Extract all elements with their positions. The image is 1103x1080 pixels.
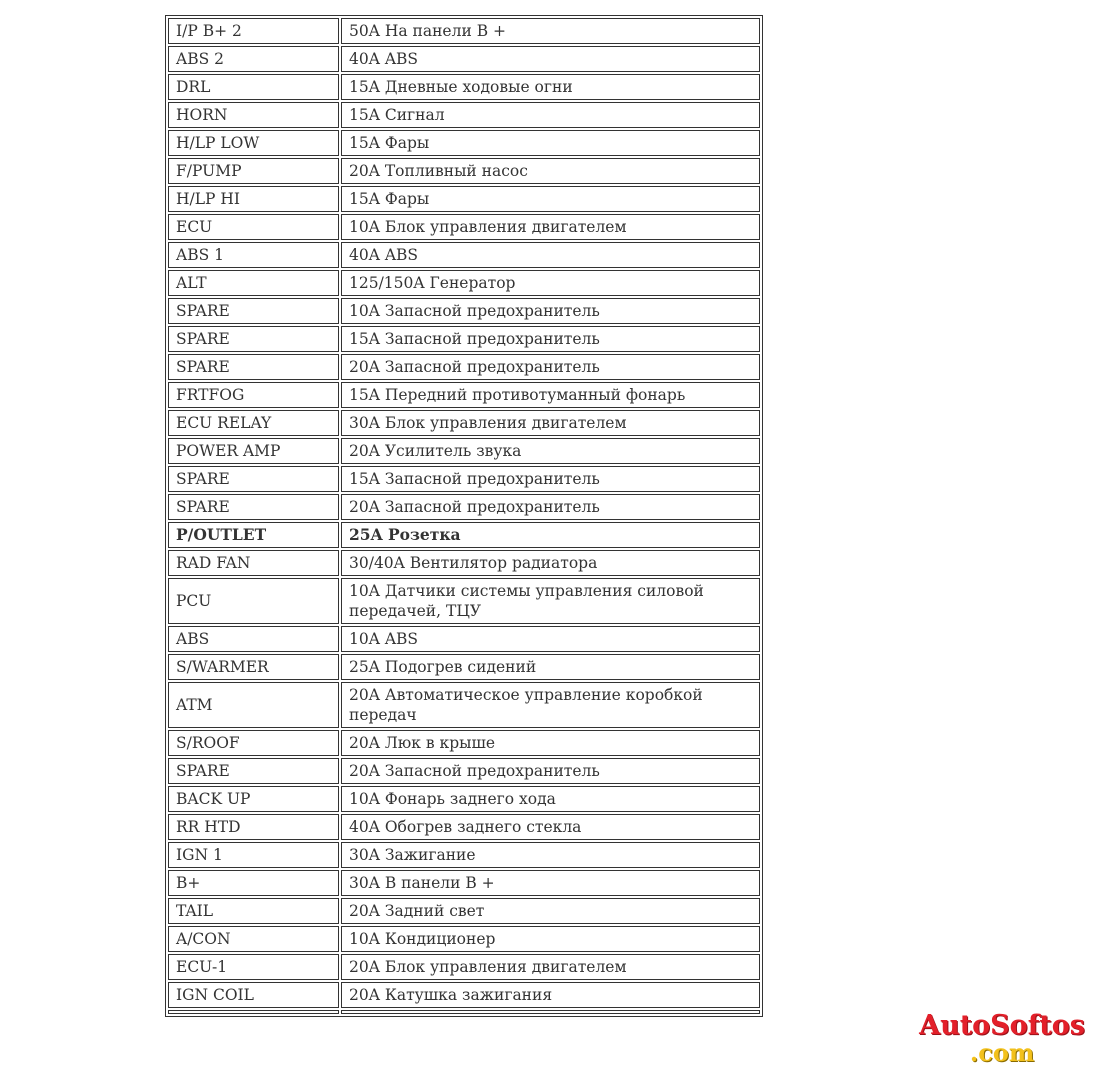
fuse-name-cell: POWER AMP <box>168 438 339 464</box>
table-row <box>168 298 760 324</box>
table-row <box>168 786 760 812</box>
fuse-description-cell <box>341 1010 760 1014</box>
fuse-description-cell: 40A ABS <box>341 242 760 268</box>
table-row <box>168 578 760 624</box>
fuse-name-cell: HORN <box>168 102 339 128</box>
fuse-description-cell: 40A Обогрев заднего стекла <box>341 814 760 840</box>
fuse-name-cell: DRL <box>168 74 339 100</box>
fuse-description-cell: 20A Топливный насос <box>341 158 760 184</box>
fuse-name-cell: IGN 1 <box>168 842 339 868</box>
fuse-name-cell: I/P B+ 2 <box>168 18 339 44</box>
fuse-description-cell: 20A Задний свет <box>341 898 760 924</box>
table-row <box>168 270 760 296</box>
table-row <box>168 758 760 784</box>
fuse-name-cell: FRTFOG <box>168 382 339 408</box>
fuse-description-cell: 125/150A Генератор <box>341 270 760 296</box>
fuse-description-cell: 15A Дневные ходовые огни <box>341 74 760 100</box>
fuse-description-cell: 20A Катушка зажигания <box>341 982 760 1008</box>
fuse-description-cell: 20A Запасной предохранитель <box>341 494 760 520</box>
table-row <box>168 242 760 268</box>
fuse-description-cell: 15A Запасной предохранитель <box>341 466 760 492</box>
fuse-name-cell: S/WARMER <box>168 654 339 680</box>
table-row <box>168 158 760 184</box>
table-row <box>168 926 760 952</box>
fuse-name-cell: ALT <box>168 270 339 296</box>
table-row <box>168 18 760 44</box>
table-row <box>168 954 760 980</box>
fuse-description-cell: 10A Датчики системы управления силовой передачей, ТЦУ <box>341 578 760 624</box>
fuse-description-cell: 20A Запасной предохранитель <box>341 354 760 380</box>
table-row <box>168 382 760 408</box>
fuse-description-cell: 10A Фонарь заднего хода <box>341 786 760 812</box>
fuse-description-cell: 15A Передний противотуманный фонарь <box>341 382 760 408</box>
fuse-description-cell: 50A На панели В + <box>341 18 760 44</box>
fuse-name-cell: ECU RELAY <box>168 410 339 436</box>
fuse-name-cell: B+ <box>168 870 339 896</box>
fuse-description-cell: 20A Усилитель звука <box>341 438 760 464</box>
fuse-description-cell: 25A Подогрев сидений <box>341 654 760 680</box>
fuse-description-cell: 15A Сигнал <box>341 102 760 128</box>
fuse-name-cell: ECU <box>168 214 339 240</box>
fuse-name-cell: SPARE <box>168 466 339 492</box>
table-row <box>168 438 760 464</box>
fuse-name-cell: ABS 2 <box>168 46 339 72</box>
fuse-name-cell: SPARE <box>168 494 339 520</box>
fuse-name-cell: SPARE <box>168 354 339 380</box>
fuse-description-cell: 20A Люк в крыше <box>341 730 760 756</box>
table-row <box>168 74 760 100</box>
fuse-name-cell: PCU <box>168 578 339 624</box>
fuse-name-cell: IGN COIL <box>168 982 339 1008</box>
fuse-description-cell: 30A Зажигание <box>341 842 760 868</box>
fuse-table-body <box>168 18 760 1014</box>
fuse-description-cell: 20A Запасной предохранитель <box>341 758 760 784</box>
fuse-description-cell: 15A Запасной предохранитель <box>341 326 760 352</box>
fuse-name-cell: ABS 1 <box>168 242 339 268</box>
fuse-name-cell: ECU-1 <box>168 954 339 980</box>
table-row <box>168 494 760 520</box>
table-row <box>168 654 760 680</box>
fuse-description-cell: 30/40A Вентилятор радиатора <box>341 550 760 576</box>
fuse-name-cell: ABS <box>168 626 339 652</box>
table-row <box>168 1010 760 1014</box>
table-row <box>168 102 760 128</box>
table-row <box>168 550 760 576</box>
fuse-description-cell: 25A Розетка <box>341 522 760 548</box>
fuse-name-cell: H/LP HI <box>168 186 339 212</box>
fuse-description-cell: 15A Фары <box>341 130 760 156</box>
fuse-description-cell: 30A В панели В + <box>341 870 760 896</box>
table-row <box>168 682 760 728</box>
fuse-table <box>165 15 763 1017</box>
table-row <box>168 522 760 548</box>
table-row <box>168 46 760 72</box>
fuse-name-cell: S/ROOF <box>168 730 339 756</box>
fuse-description-cell: 15A Фары <box>341 186 760 212</box>
fuse-name-cell: H/LP LOW <box>168 130 339 156</box>
table-row <box>168 898 760 924</box>
fuse-description-cell: 20A Блок управления двигателем <box>341 954 760 980</box>
fuse-name-cell: BACK UP <box>168 786 339 812</box>
table-row <box>168 186 760 212</box>
fuse-name-cell: SPARE <box>168 298 339 324</box>
table-row <box>168 214 760 240</box>
watermark-brand: AutoSoftos <box>919 1010 1085 1041</box>
fuse-name-cell: TAIL <box>168 898 339 924</box>
table-row <box>168 466 760 492</box>
table-row <box>168 626 760 652</box>
table-row <box>168 354 760 380</box>
fuse-description-cell: 10A Кондиционер <box>341 926 760 952</box>
fuse-description-cell: 40A ABS <box>341 46 760 72</box>
table-row <box>168 982 760 1008</box>
watermark-domain: .com <box>969 1038 1035 1067</box>
fuse-description-cell: 30A Блок управления двигателем <box>341 410 760 436</box>
fuse-table-container <box>165 15 763 1017</box>
fuse-description-cell: 10A ABS <box>341 626 760 652</box>
table-row <box>168 326 760 352</box>
watermark-logo <box>919 1012 1085 1065</box>
fuse-name-cell: A/CON <box>168 926 339 952</box>
fuse-name-cell <box>168 1010 339 1014</box>
fuse-description-cell: 10A Запасной предохранитель <box>341 298 760 324</box>
fuse-name-cell: SPARE <box>168 326 339 352</box>
table-row <box>168 842 760 868</box>
fuse-name-cell: SPARE <box>168 758 339 784</box>
table-row <box>168 870 760 896</box>
fuse-name-cell: P/OUTLET <box>168 522 339 548</box>
fuse-name-cell: ATM <box>168 682 339 728</box>
fuse-description-cell: 20A Автоматическое управление коробкой передач <box>341 682 760 728</box>
fuse-description-cell: 10A Блок управления двигателем <box>341 214 760 240</box>
table-row <box>168 814 760 840</box>
fuse-name-cell: F/PUMP <box>168 158 339 184</box>
table-row <box>168 410 760 436</box>
table-row <box>168 730 760 756</box>
fuse-name-cell: RR HTD <box>168 814 339 840</box>
table-row <box>168 130 760 156</box>
fuse-name-cell: RAD FAN <box>168 550 339 576</box>
